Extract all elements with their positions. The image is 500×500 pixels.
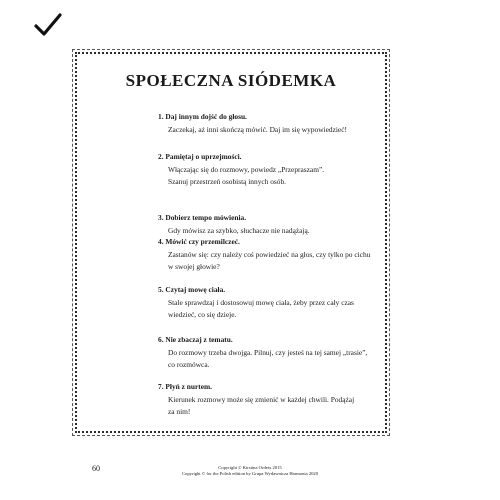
- rule-heading: 3. Dobierz tempo mówienia.: [158, 213, 247, 222]
- rule-item: [158, 111, 347, 136]
- rule-item: [158, 381, 354, 419]
- rule-text: Stale sprawdzaj i dostosowuj mowę ciała, żeby przez cały czas: [168, 297, 354, 307]
- rule-item: [158, 334, 367, 372]
- rule-item: [158, 212, 310, 237]
- rule-heading: 6. Nie zbaczaj z tematu.: [158, 335, 233, 344]
- rule-text: Zastanów się: czy należy coś powiedzieć na głos, czy tylko po cichu: [168, 249, 371, 259]
- rule-text: Zaczekaj, aż inni skończą mówić. Daj im się wypowiedzieć!: [168, 124, 347, 134]
- rule-heading: 1. Daj innym dojść do głosu.: [158, 112, 247, 121]
- rule-item: [158, 236, 370, 274]
- rule-text: Do rozmowy trzeba dwojga. Pilnuj, czy jesteś na tej samej „trasie”,: [168, 347, 368, 357]
- rule-item: [158, 284, 354, 322]
- rule-text: za nim!: [168, 407, 191, 416]
- page-title: SPOŁECZNA SIÓDEMKA: [125, 71, 337, 90]
- rule-heading: 7. Płyń z nurtem.: [158, 382, 212, 391]
- rule-text: Gdy mówisz za szybko, słuchacze nie nadążają.: [168, 225, 310, 235]
- copyright-line: Copyright © for the Polish edition by Grupa Wydawnicza Harmonia 2020: [181, 471, 319, 476]
- rule-text: w swojej głowie?: [168, 262, 220, 271]
- rule-text: Szanuj przestrzeń osobistą innych osób.: [168, 177, 287, 186]
- rule-text: Włączając się do rozmowy, powiedz „Przepraszam”.: [168, 164, 325, 174]
- page-number: 60: [92, 464, 100, 473]
- rule-item: [158, 151, 324, 189]
- rule-text: wiedzieć, co się dzieje.: [168, 310, 237, 319]
- rule-text: Kierunek rozmowy może się zmienić w każdej chwili. Podążaj: [168, 394, 355, 404]
- rule-heading: 2. Pamiętaj o uprzejmości.: [158, 152, 242, 161]
- rule-heading: 4. Mówić czy przemilczeć.: [158, 237, 240, 246]
- copyright-line: Copyright © Kirstina Ordetx 2015: [218, 465, 282, 470]
- copyright-notice: [120, 465, 380, 477]
- rule-text: co rozmówca.: [168, 360, 210, 369]
- checkmark-icon: [34, 12, 62, 38]
- rule-heading: 5. Czytaj mowę ciała.: [158, 285, 226, 294]
